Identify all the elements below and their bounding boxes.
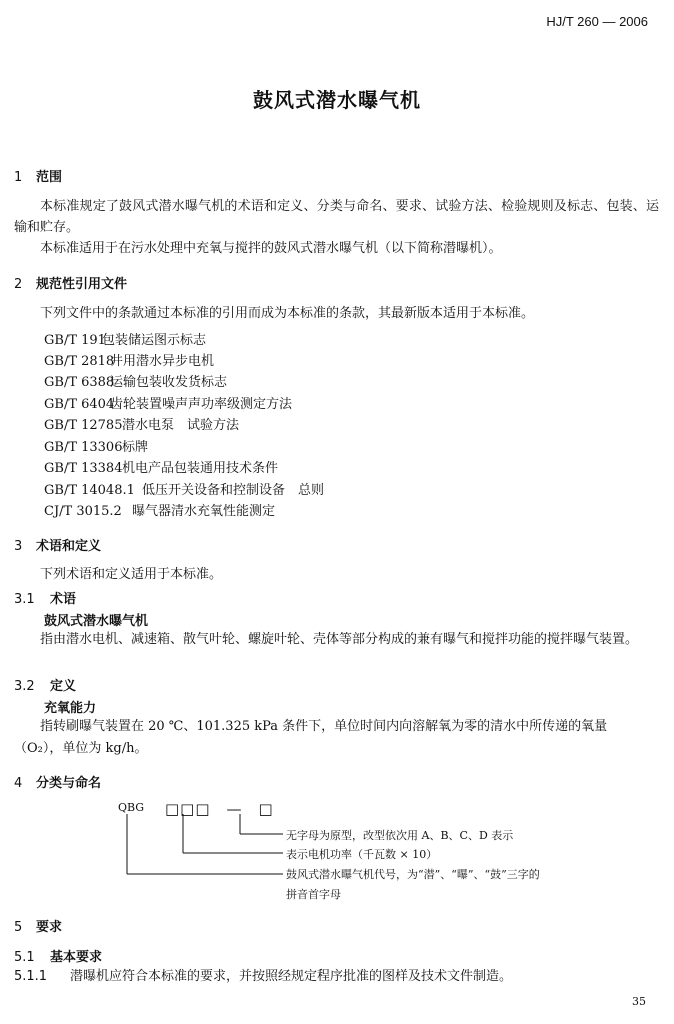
section-title: 术语和定义 bbox=[36, 539, 102, 554]
term-definition-line-1: 指转刷曝气装置在 20 ℃、101.325 kPa 条件下，单位时间内向溶解氧为零的清水中所传递的氧量 bbox=[40, 719, 608, 734]
page-number: 35 bbox=[632, 995, 646, 1008]
reference-item: CJ/T 3015.2 曝气器清水充氧性能测定 bbox=[44, 504, 276, 519]
model-code-boxes: □□□ — □ bbox=[165, 800, 274, 818]
reference-item: GB/T 13306标牌 bbox=[44, 440, 149, 455]
model-prefix: QBG bbox=[118, 801, 145, 814]
section-1-paragraph-1: 本标准规定了鼓风式潜水曝气机的术语和定义、分类与命名、要求、试验方法、检验规则及标志、包装、运输和贮存。 bbox=[14, 199, 659, 235]
diagram-label-power: 表示电机功率（千瓦数 × 10） bbox=[286, 848, 438, 861]
standard-code: HJ/T 260 — 2006 bbox=[546, 14, 648, 29]
subsection-5-1-heading: 5.1 基本要求 bbox=[14, 950, 103, 965]
term-definition: 指由潜水电机、减速箱、散气叶轮、螺旋叶轮、壳体等部分构成的兼有曝气和搅拌功能的搅拌曝气装置。 bbox=[40, 632, 639, 647]
section-number: 3 bbox=[14, 539, 23, 554]
reference-item: GB/T 2818井用潜水异步电机 bbox=[44, 354, 215, 369]
section-number: 5 bbox=[14, 920, 23, 935]
page-title: 鼓风式潜水曝气机 bbox=[253, 88, 421, 112]
section-number: 1 bbox=[14, 170, 23, 185]
section-title: 要求 bbox=[36, 920, 63, 935]
diagram-label-code-cont: 拼音首字母 bbox=[286, 888, 341, 901]
section-title: 范围 bbox=[36, 170, 63, 185]
section-title: 规范性引用文件 bbox=[36, 277, 128, 292]
reference-item: GB/T 6404齿轮装置噪声声功率级测定方法 bbox=[44, 397, 293, 412]
subsection-3-1-heading: 3.1 术语 bbox=[14, 592, 77, 607]
section-title: 分类与命名 bbox=[36, 776, 102, 791]
section-3-intro: 下列术语和定义适用于本标准。 bbox=[40, 567, 223, 582]
clause-5-1-1: 5.1.1 潜曝机应符合本标准的要求，并按照经规定程序批准的图样及技术文件制造。 bbox=[14, 969, 513, 984]
reference-item: GB/T 191包装储运图示标志 bbox=[44, 333, 207, 348]
section-number: 2 bbox=[14, 277, 23, 292]
reference-item: GB/T 12785潜水电泵 试验方法 bbox=[44, 418, 240, 433]
subsection-3-2-heading: 3.2 定义 bbox=[14, 679, 77, 694]
section-5-heading bbox=[14, 916, 62, 935]
section-1-paragraph-2: 本标准适用于在污水处理中充氧与搅拌的鼓风式潜水曝气机（以下简称潜曝机）。 bbox=[40, 241, 502, 256]
reference-item: GB/T 6388运输包装收发货标志 bbox=[44, 375, 228, 390]
section-2-intro: 下列文件中的条款通过本标准的引用而成为本标准的条款，其最新版本适用于本标准。 bbox=[40, 306, 535, 321]
reference-item: GB/T 13384机电产品包装通用技术条件 bbox=[44, 461, 279, 476]
reference-item: GB/T 14048.1 低压开关设备和控制设备 总则 bbox=[44, 483, 325, 498]
term-name: 充氧能力 bbox=[44, 701, 97, 716]
section-number: 4 bbox=[14, 776, 23, 791]
diagram-label-code: 鼓风式潜水曝气机代号，为“潜”、“曝”、“鼓”三字的 bbox=[286, 868, 540, 881]
term-name: 鼓风式潜水曝气机 bbox=[44, 614, 149, 629]
diagram-label-revision: 无字母为原型，改型依次用 A、B、C、D 表示 bbox=[286, 829, 514, 842]
term-definition-line-2: （O₂），单位为 kg/h。 bbox=[14, 741, 148, 756]
